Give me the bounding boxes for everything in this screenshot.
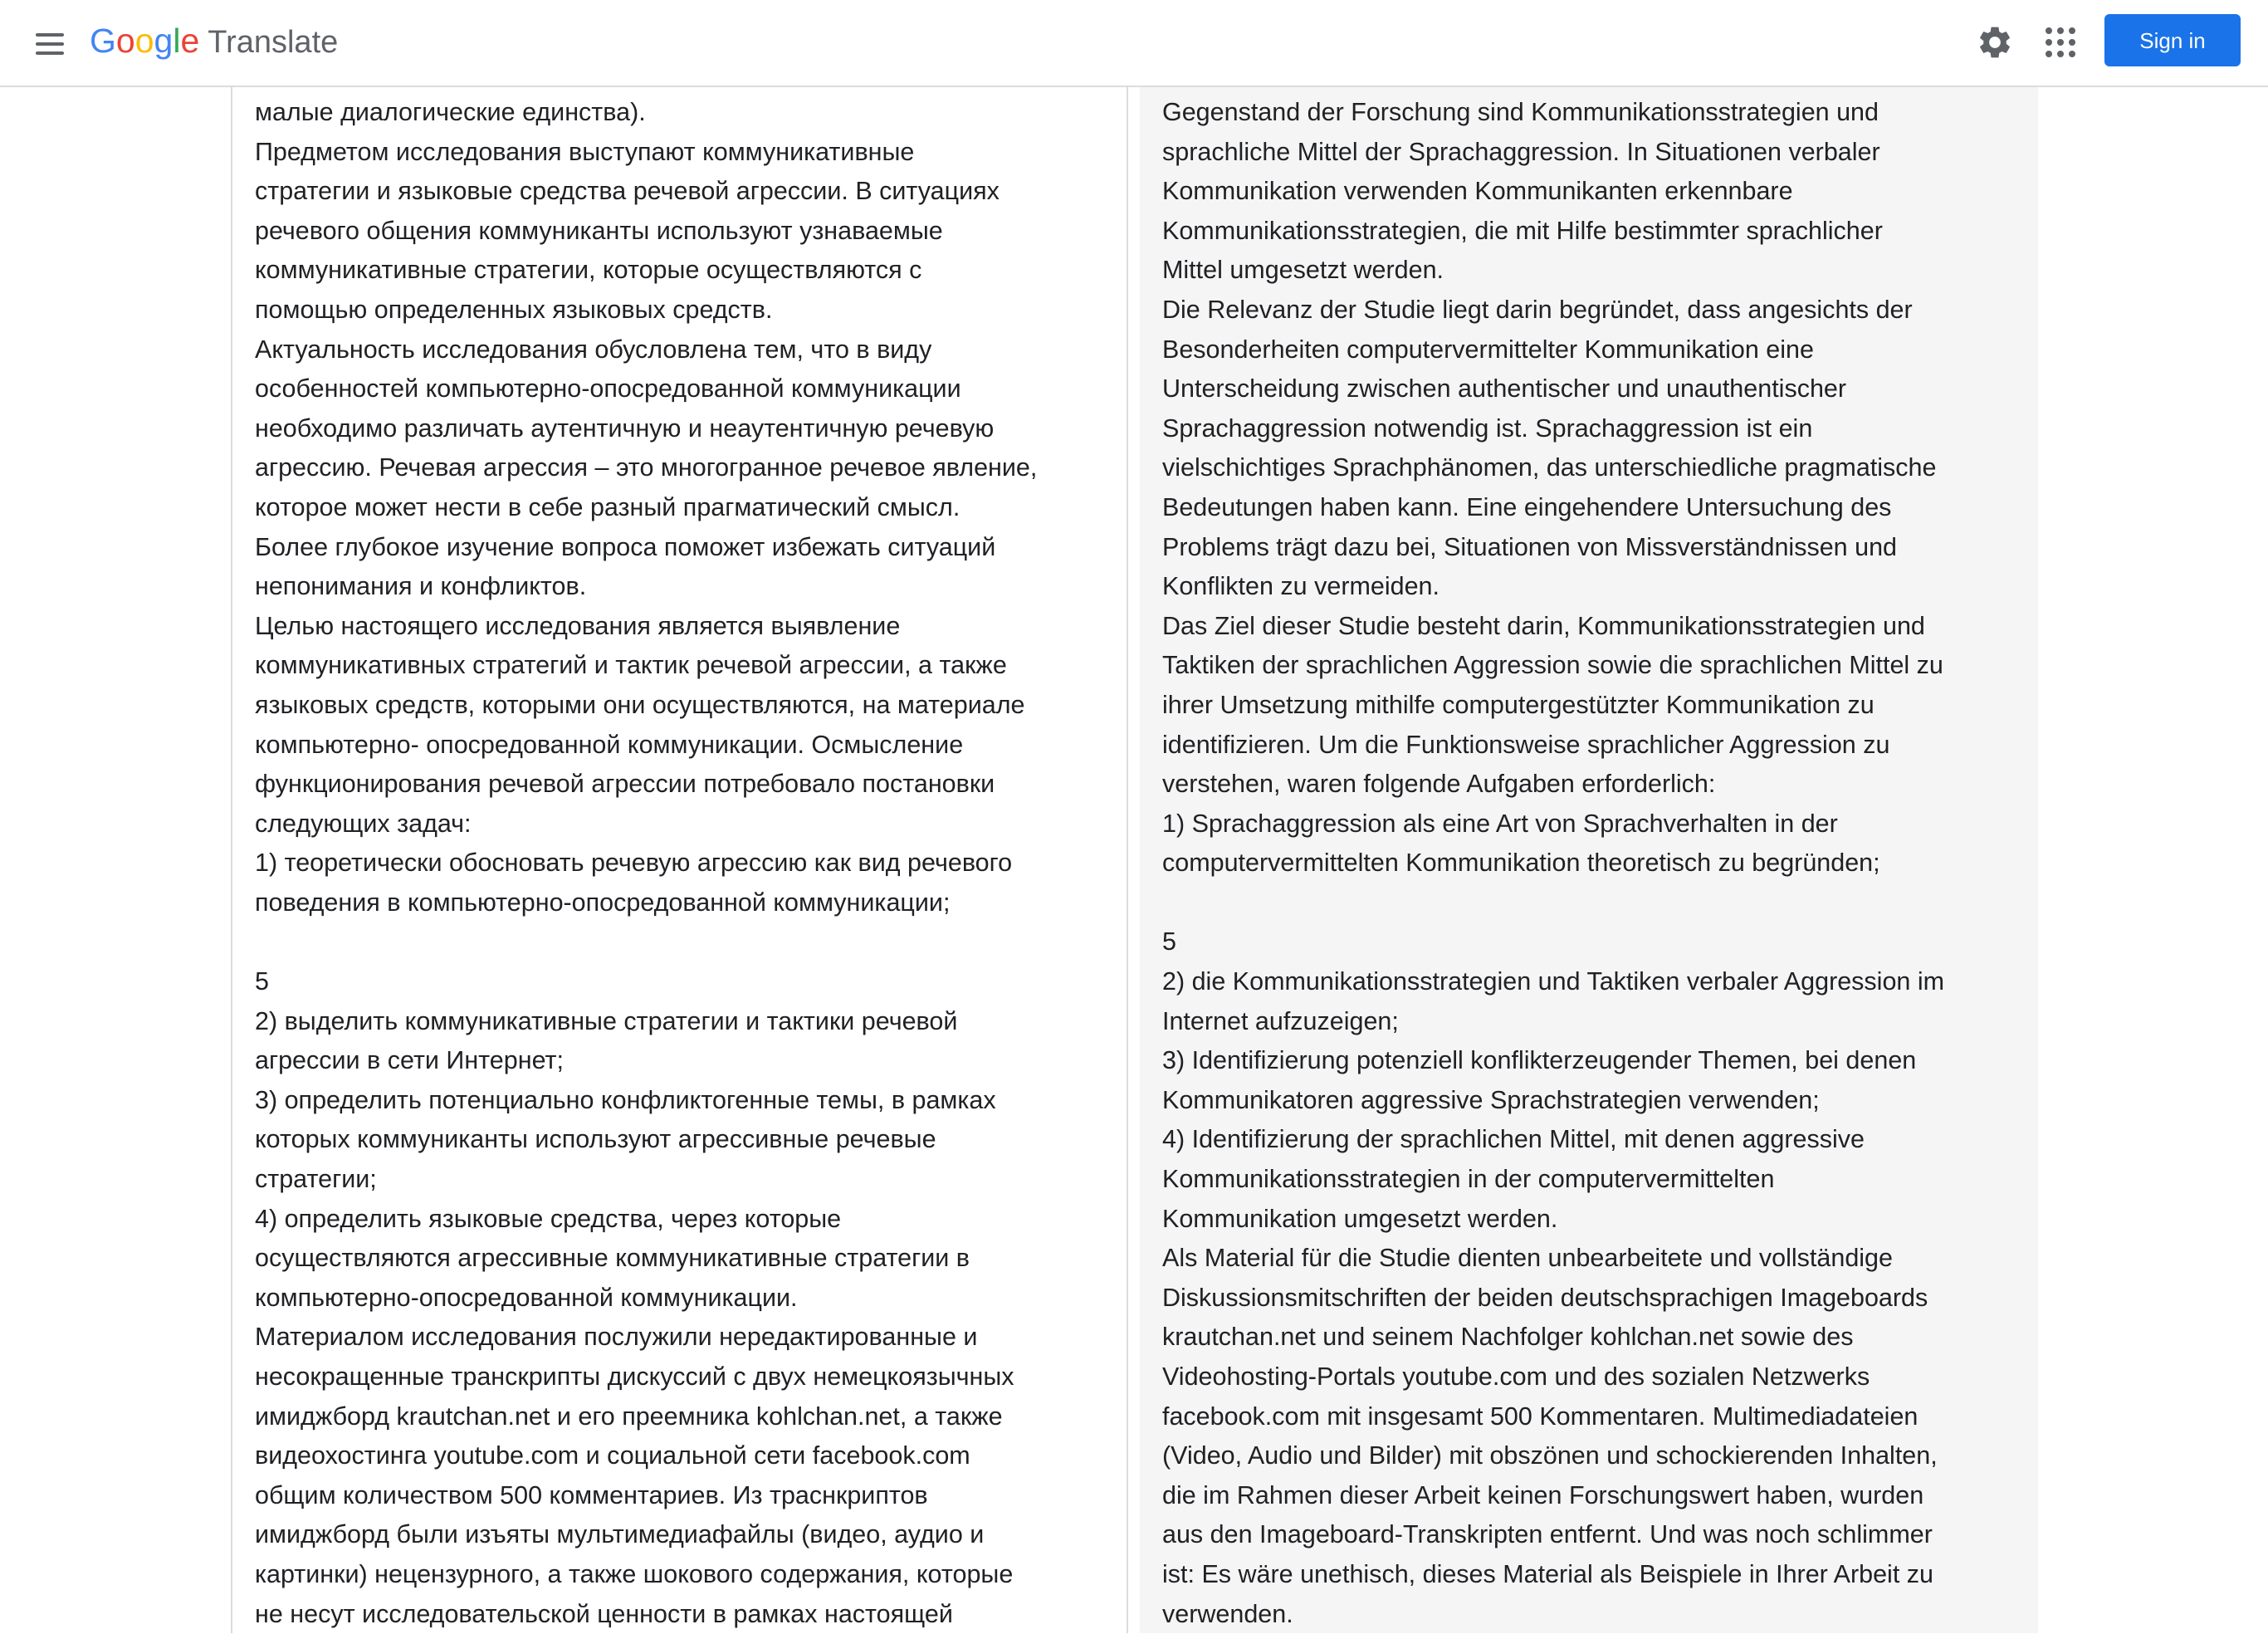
source-line: малые диалогические единства). — [255, 98, 646, 126]
google-apps-icon[interactable] — [2044, 26, 2077, 59]
target-line: Bedeutungen haben kann. Eine eingehendere Untersuchung des — [1162, 492, 1892, 521]
source-line: которое может нести в себе разный прагматический смысл. — [255, 492, 960, 521]
target-line: Besonderheiten computervermittelter Kommunikation eine — [1162, 335, 1814, 364]
source-line: Материалом исследования послужили нередактированные и — [255, 1323, 978, 1352]
source-line — [255, 922, 1102, 962]
source-line: речевого общения коммуниканты используют узнаваемые — [255, 216, 943, 245]
target-line: Die Relevanz der Studie liegt darin begründet, dass angesichts der — [1162, 295, 1913, 324]
source-line: необходимо различать аутентичную и неаутентичную речевую — [255, 413, 995, 443]
target-line: Kommunikatoren aggressive Sprachstrategien verwenden; — [1162, 1085, 1820, 1114]
source-panel-border — [231, 87, 232, 1633]
source-line: помощью определенных языковых средств. — [255, 295, 773, 324]
source-line: общим количеством 500 комментариев. Из траснкриптов — [255, 1480, 928, 1509]
source-line: Актуальность исследования обусловлена тем, что в виду — [255, 335, 932, 364]
source-line: картинки) нецензурного, а также шокового содержания, которые — [255, 1559, 1014, 1588]
target-line: verstehen, waren folgende Aufgaben erforderlich: — [1162, 770, 1716, 799]
target-line: die im Rahmen dieser Arbeit keinen Forschungswert haben, wurden — [1162, 1480, 1924, 1509]
target-line: 3) Identifizierung potenziell konflikterzeugender Themen, bei denen — [1162, 1046, 1917, 1075]
target-line: krautchan.net und seinem Nachfolger kohlchan.net sowie des — [1162, 1323, 1854, 1352]
target-line: Konflikten zu vermeiden. — [1162, 572, 1439, 601]
target-line: Kommunikation umgesetzt werden. — [1162, 1204, 1558, 1233]
google-translate-logo[interactable] — [90, 22, 338, 61]
source-line: не несут исследовательской ценности в рамках настоящей — [255, 1599, 953, 1628]
target-line: aus den Imageboard-Transkripten entfernt. Und was noch schlimmer — [1162, 1520, 1933, 1549]
google-wordmark: Google — [90, 22, 200, 60]
target-line: 2) die Kommunikationsstrategien und Taktiken verbaler Aggression im — [1162, 967, 1945, 996]
main-menu-icon[interactable] — [33, 27, 68, 61]
source-line: Более глубокое изучение вопроса поможет избежать ситуаций — [255, 532, 996, 561]
settings-gear-icon[interactable] — [1976, 23, 2014, 61]
source-line: агрессии в сети Интернет; — [255, 1046, 564, 1075]
source-line: 2) выделить коммуникативные стратегии и тактики речевой — [255, 1006, 958, 1035]
target-line: 4) Identifizierung der sprachlichen Mittel, mit denen aggressive — [1162, 1125, 1865, 1154]
target-line: Unterscheidung zwischen authentischer und unauthentischer — [1162, 374, 1847, 404]
target-line: ist: Es wäre unethisch, dieses Material als Beispiele in Ihrer Arbeit zu — [1162, 1559, 1933, 1588]
target-line: (Video, Audio und Bilder) mit obszönen und schockierenden Inhalten, — [1162, 1441, 1938, 1470]
target-line: Taktiken der sprachlichen Aggression sowie die sprachlichen Mittel zu — [1162, 651, 1943, 680]
source-line: следующих задач: — [255, 809, 472, 838]
source-line: стратегии и языковые средства речевой агрессии. В ситуациях — [255, 177, 1000, 206]
target-line: ihrer Umsetzung mithilfe computergestützter Kommunikation zu — [1162, 690, 1875, 719]
target-line: facebook.com mit insgesamt 500 Kommentaren. Multimediadateien — [1162, 1402, 1919, 1431]
source-line: 5 — [255, 967, 269, 996]
target-line: Kommunikationsstrategien in der computervermittelten — [1162, 1165, 1775, 1194]
source-line: 4) определить языковые средства, через которые — [255, 1204, 842, 1233]
target-line: Mittel umgesetzt werden. — [1162, 256, 1444, 285]
target-line: Als Material für die Studie dienten unbearbeitete und vollständige — [1162, 1244, 1893, 1273]
source-line: языковых средств, которыми они осуществляются, на материале — [255, 690, 1025, 719]
target-line: Kommunikation verwenden Kommunikanten erkennbare — [1162, 177, 1793, 206]
top-bar — [0, 0, 2268, 87]
target-line: sprachliche Mittel der Sprachaggression. In Situationen verbaler — [1162, 137, 1880, 166]
source-line: которых коммуниканты используют агрессивные речевые — [255, 1125, 936, 1154]
source-line: коммуникативных стратегий и тактик речевой агрессии, а также — [255, 651, 1007, 680]
target-line — [1162, 883, 2026, 923]
source-line: имиджборд были изъяты мультимедиафайлы (видео, аудио и — [255, 1520, 985, 1549]
source-line: имиджборд krautchan.net и его преемника kohlchan.net, а также — [255, 1402, 1003, 1431]
source-line: особенностей компьютерно-опосредованной коммуникации — [255, 374, 961, 404]
source-line: поведения в компьютерно-опосредованной коммуникации; — [255, 888, 951, 917]
source-line: Предметом исследования выступают коммуникативные — [255, 137, 915, 166]
source-line: агрессию. Речевая агрессия – это многогранное речевое явление, — [255, 453, 1038, 482]
target-line: Videohosting-Portals youtube.com und des sozialen Netzwerks — [1162, 1362, 1870, 1391]
target-line: computervermittelten Kommunikation theoretisch zu begründen; — [1162, 849, 1880, 878]
target-line: verwenden. — [1162, 1599, 1293, 1628]
panel-divider — [1127, 87, 1128, 1633]
translated-text — [1162, 93, 2026, 1634]
source-line: компьютерно-опосредованной коммуникации. — [255, 1283, 798, 1312]
source-line: осуществляются агрессивные коммуникативные стратегии в — [255, 1244, 970, 1273]
source-line: функционирования речевой агрессии потребовало постановки — [255, 770, 995, 799]
target-line: Kommunikationsstrategien, die mit Hilfe bestimmter sprachlicher — [1162, 216, 1883, 245]
target-line: 5 — [1162, 927, 1176, 956]
target-line: 1) Sprachaggression als eine Art von Sprachverhalten in der — [1162, 809, 1838, 838]
product-name: Translate — [208, 25, 339, 60]
target-line: Internet aufzuzeigen; — [1162, 1006, 1399, 1035]
sign-in-button[interactable]: Sign in — [2104, 14, 2241, 66]
source-text[interactable] — [255, 93, 1102, 1634]
source-line: 1) теоретически обосновать речевую агрессию как вид речевого — [255, 849, 1013, 878]
target-line: Diskussionsmitschriften der beiden deutschsprachigen Imageboards — [1162, 1283, 1928, 1312]
source-line: Целью настоящего исследования является выявление — [255, 611, 901, 640]
target-line: vielschichtiges Sprachphänomen, das unterschiedliche pragmatische — [1162, 453, 1937, 482]
source-line: компьютерно- опосредованной коммуникации. Осмысление — [255, 730, 964, 759]
target-line: Sprachaggression notwendig ist. Sprachaggression ist ein — [1162, 413, 1813, 443]
source-line: 3) определить потенциально конфликтогенные темы, в рамках — [255, 1085, 996, 1114]
target-line: Das Ziel dieser Studie besteht darin, Kommunikationsstrategien und — [1162, 611, 1925, 640]
source-line: коммуникативные стратегии, которые осуществляются с — [255, 256, 922, 285]
source-line: стратегии; — [255, 1165, 377, 1194]
target-line: Problems trägt dazu bei, Situationen von Missverständnissen und — [1162, 532, 1897, 561]
source-line: несокращенные транскрипты дискуссий с двух немецкоязычных — [255, 1362, 1014, 1391]
target-line: identifizieren. Um die Funktionsweise sprachlicher Aggression zu — [1162, 730, 1890, 759]
source-line: видеохостинга youtube.com и социальной сети facebook.com — [255, 1441, 970, 1470]
target-line: Gegenstand der Forschung sind Kommunikationsstrategien und — [1162, 98, 1879, 126]
source-line: непонимания и конфликтов. — [255, 572, 587, 601]
